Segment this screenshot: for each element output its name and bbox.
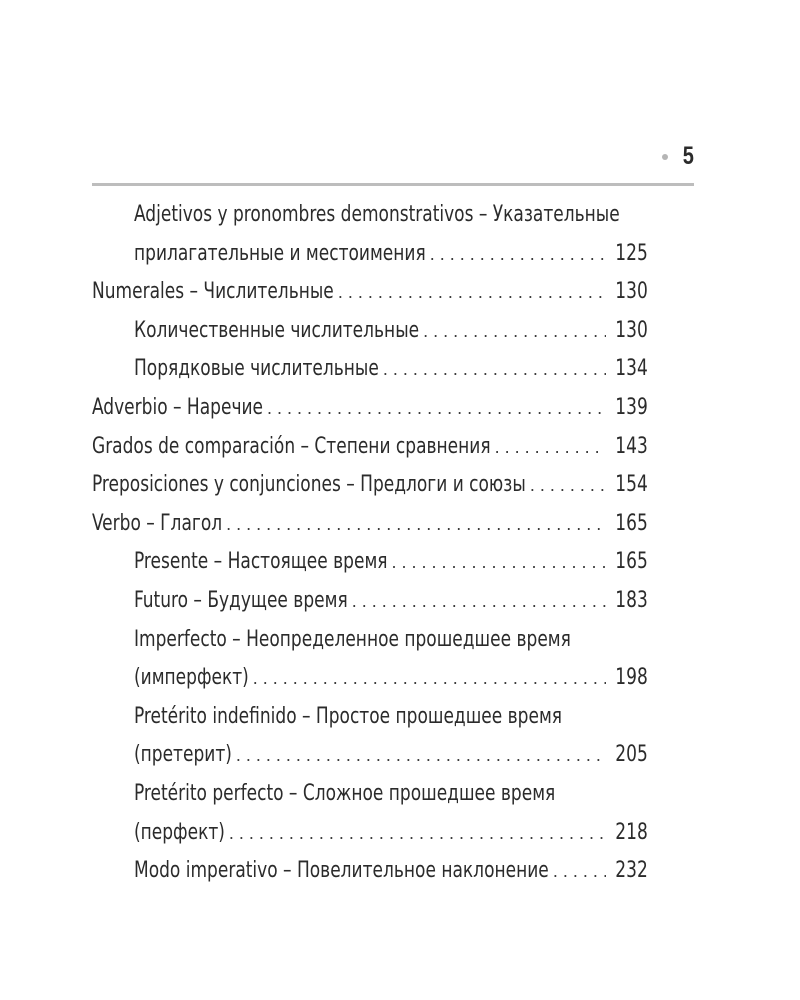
toc-entry [92,466,648,505]
toc-entry [92,505,648,544]
dot-leader [267,389,606,428]
toc-entry-title: Imperfecto – Неопределенное прошедшее время [134,626,571,652]
toc-entry [92,814,648,853]
toc-entry-page: 218 [615,819,648,845]
toc-entry-title: Количественные числительные [134,317,420,343]
dot-leader [253,659,606,698]
toc-entry [92,543,648,582]
toc-entry-title: Pretérito perfecto – Сложное прошедшее время [134,780,556,806]
dot-leader [352,582,606,621]
toc-entry-title: Futuro – Будущее время [134,587,348,613]
toc-entry [92,775,648,814]
toc-entry-page: 232 [615,858,648,884]
dot-leader [430,235,606,274]
toc-entry-title: Adverbio – Наречие [92,394,264,420]
toc-entry-title: Grados de comparación – Степени сравнения [92,433,491,459]
page-number: 5 [682,142,694,170]
toc-entry [92,582,648,621]
toc-entry [92,428,648,467]
toc-entry-page: 130 [615,279,648,305]
toc-entry [92,350,648,389]
toc-entry-title: Numerales – Числительные [92,279,334,305]
toc-entry-page: 125 [615,240,648,266]
dot-leader [383,350,606,389]
toc-entry-title: (перфект) [134,819,225,845]
toc-entry-title: Modo imperativo – Повелительное наклонение [134,858,549,884]
toc-entry-title: (претерит) [134,742,232,768]
header-rule [92,183,694,186]
toc-entry [92,736,648,775]
toc-entry [92,196,648,235]
dot-leader [423,312,606,351]
toc-entry-page: 154 [615,472,648,498]
dot-leader [530,466,606,505]
toc-entry-title: Presente – Настоящее время [134,549,388,575]
toc-entry-title: Preposiciones y conjunciones – Предлоги и союзы [92,472,526,498]
toc-entry [92,621,648,660]
toc-entry-page: 198 [615,665,648,691]
toc-entry-title: Adjetivos y pronombres demonstrativos – Указательные [134,202,620,227]
toc-entry-title: Pretérito indefinido – Простое прошедшее время [134,703,563,729]
toc-entry-page: 183 [615,587,648,613]
toc-entry [92,312,648,351]
dot-leader [553,852,606,891]
toc-entry-page: 139 [615,394,648,420]
toc-entry-title: Порядковые числительные [134,356,379,382]
toc-entry-page: 165 [615,510,648,536]
toc-entry-title: (имперфект) [134,665,249,691]
toc-entry-page: 165 [615,549,648,575]
page-header [92,140,694,186]
toc-entry [92,698,648,737]
toc-entry-page: 134 [615,356,648,382]
dot-leader [226,505,606,544]
dot-leader [495,428,607,467]
toc-entry-page: 205 [615,742,648,768]
toc-entry [92,235,648,274]
dot-leader [236,736,606,775]
table-of-contents [92,196,648,891]
toc-entry [92,659,648,698]
toc-entry-title: Verbo – Глагол [92,510,223,536]
toc-entry [92,852,648,891]
bullet-dot-icon [662,154,668,160]
dot-leader [338,273,606,312]
toc-entry [92,389,648,428]
toc-entry [92,273,648,312]
dot-leader [229,814,606,853]
toc-entry-page: 130 [615,317,648,343]
dot-leader [392,543,607,582]
toc-entry-title: прилагательные и местоимения [134,240,426,266]
toc-entry-page: 143 [615,433,648,459]
